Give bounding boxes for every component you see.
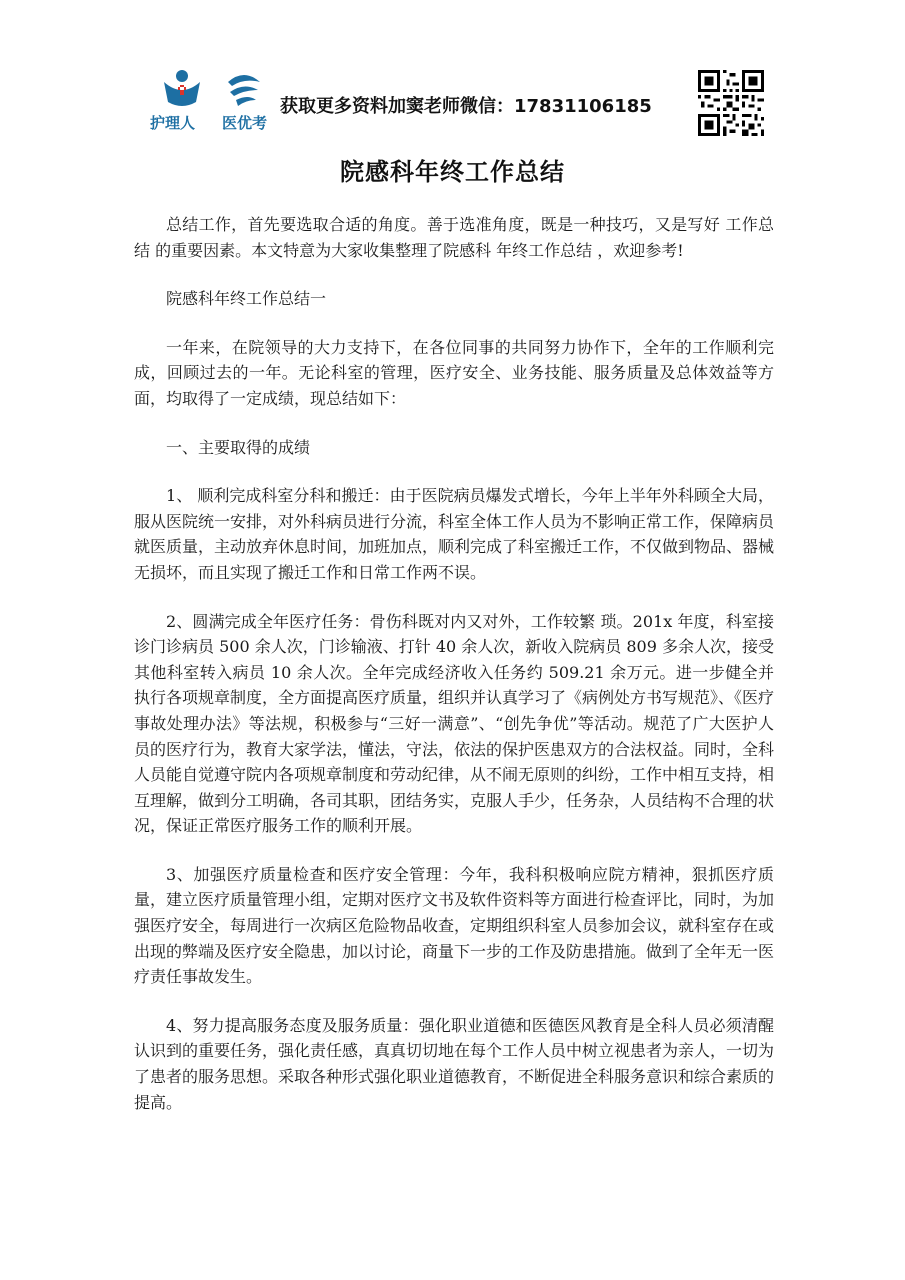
- qr-code-icon: [698, 70, 764, 136]
- achievements-heading: 一、主要取得的成绩: [166, 437, 311, 457]
- exam-logo-text: 医优考: [222, 114, 268, 132]
- item-4-paragraph: 4、努力提高服务态度及服务质量：强化职业道德和医德医风教育是全科人员必须清醒认识到的重要任务，强化责任感，真真切切地在每个工作人员中树立视患者为亲人，一切为了患者的服务思想。采取各种形式强化职业道德教育，不断促进全科服务意识和综合素质的提高。: [134, 1015, 775, 1112]
- exam-logo-icon: [222, 70, 266, 110]
- page-header: [150, 68, 770, 138]
- intro-paragraph: 总结工作，首先要选取合适的角度。善于选准角度，既是一种技巧，又是写好 工作总结 的重要因素。本文特意为大家收集整理了院感科 年终工作总结 ，欢迎参考!: [134, 215, 774, 260]
- item-3-paragraph: 3、加强医疗质量检查和医疗安全管理：今年，我科积极响应院方精神，狠抓医疗质量，建立医疗质量管理小组，定期对医疗文书及软件资料等方面进行检查评比，同时，为加强医疗安全，每周进行一次病区危险物品收查，定期组织科室人员参加会议，就科室存在或出现的弊端及医疗安全隐患，加以讨论，商量下一步的工作及防患措施。做到了全年无一医疗责任事故发生。: [134, 864, 775, 987]
- overview-paragraph: 一年来，在院领导的大力支持下，在各位同事的共同努力协作下，全年的工作顺利完成，回顾过去的一年。无论科室的管理，医疗安全、业务技能、服务质量及总体效益等方面，均取得了一定成绩，现总结如下：: [134, 337, 774, 408]
- nurse-logo-text: 护理人: [150, 114, 196, 132]
- nurse-logo: [150, 68, 216, 134]
- contact-text: 获取更多资料加窦老师微信：17831106185: [280, 96, 652, 117]
- item-1-paragraph: 1、 顺利完成科室分科和搬迁：由于医院病员爆发式增长，今年上半年外科顾全大局，服从医院统一安排，对外科病员进行分流，科室全体工作人员为不影响正常工作，保障病员就医质量，主动放弃休息时间，加班加点，顺利完成了科室搬迁工作，不仅做到物品、器械无损坏，而且实现了搬迁工作和日常工作两不误。: [134, 486, 775, 582]
- document-title: 院感科年终工作总结: [340, 158, 565, 186]
- section-heading-one: 院感科年终工作总结一: [166, 289, 327, 309]
- item-2-paragraph: 2、圆满完成全年医疗任务：骨伤科既对内又对外，工作较繁 琐。201x 年度，科室接诊门诊病员 500 余人次，门诊输液、打针 40 余人次，新收入院病员 809 多余人次，接受其他科室转入病员 10 余人次。全年完成经济收入任务约 509.21 余万元。进一步健全并执行各项规章制度，全方面提高医疗质量，组织并认真学习了《病例处方书写规范》、《医疗事故处理办法》等法规，积极参与“三好一满意”、“创先争优”等活动。规范了广大医护人员的医疗行为，教育大家学法，懂法，守法，依法的保护医患双方的合法权益。同时，全科人员能自觉遵守院内各项规章制度和劳动纪律，从不闹无原则的纠纷，工作中相互支持，相互理解，做到分工明确，各司其职，团结务实，克服人手少，任务杂，人员结构不合理的状况，保证正常医疗服务工作的顺利开展。: [134, 611, 775, 836]
- document-body: [134, 212, 774, 1138]
- nurse-logo-icon: [160, 68, 204, 110]
